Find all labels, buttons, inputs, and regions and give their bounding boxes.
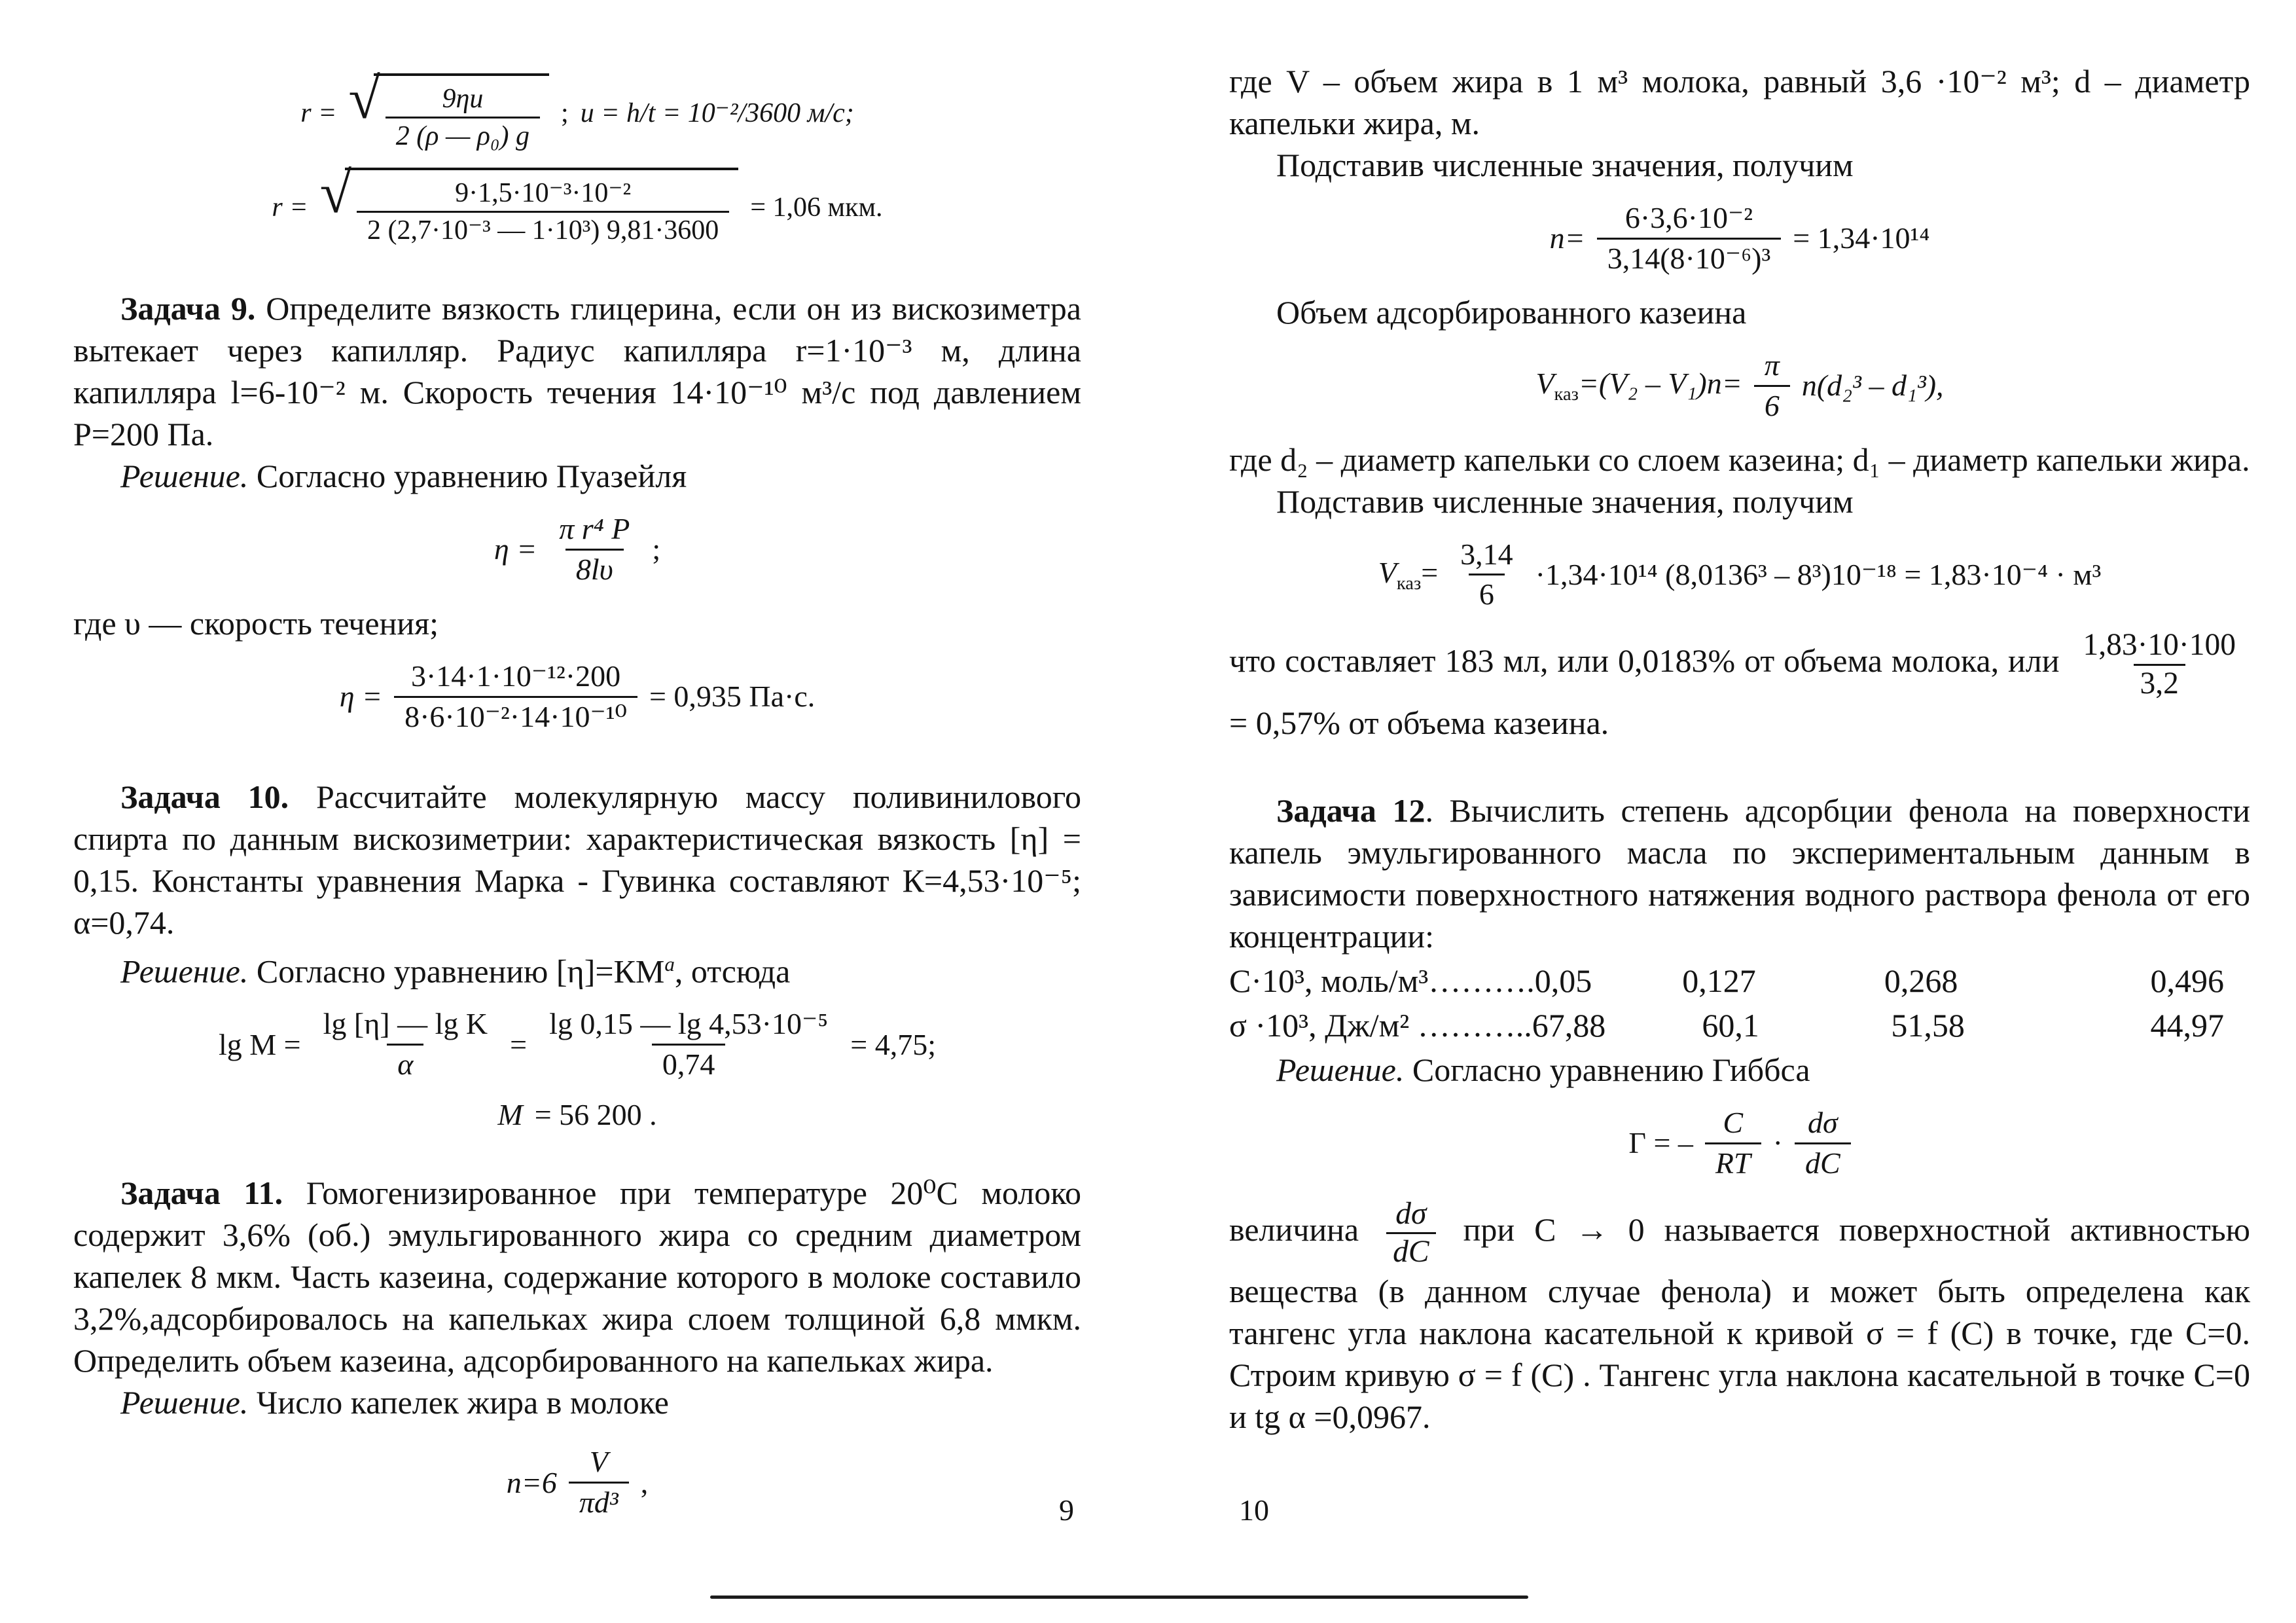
casein-volume-formula — [1229, 346, 2250, 426]
task-11-text: Гомогенизированное при температуре 20⁰С молоко содержит 3,6% (об.) эмульгированного жира со средним диаметром капелек 8 мкм. Часть казеина, содержание которого в молоке составило 3,2%,адсорбировалось на капельках жира слоем толщиной 6,8 ммкм. Определить объем казеина, адсорбированного на капельках жира. — [73, 1175, 1082, 1379]
fraction: $\frac{d\sigma}{dC}$ — [1795, 1104, 1851, 1183]
solution-text-tail: , отсюда — [674, 953, 791, 990]
formula-tail: = 0,935 Па·с. — [649, 680, 816, 714]
task-10-label: Задача 10. — [120, 778, 289, 815]
data-value: 0,05 — [1534, 962, 1592, 999]
solution-text: Согласно уравнению Пуазейля — [256, 458, 687, 495]
radical-sign-icon: √ — [348, 67, 380, 131]
task-11-solution-line — [73, 1381, 1081, 1423]
fraction: $\frac{\text{π r⁴ P}}{8l\upsilon}$ — [548, 510, 640, 589]
data-value: 60,1 — [1702, 1006, 1759, 1044]
v-kaz-term — [1535, 366, 1742, 406]
fraction: $\frac{9\eta u}{\text{2 (ρ — ρ₀) g}}$ — [386, 81, 540, 155]
formula-mid: =(V₂ – V₁)n= — [1578, 366, 1742, 400]
task-12-text: . Вычислить степень адсорбции фенола на поверхности капель эмульгированного масла по экспериментальным данным в зависимости поверхностного натяжения водного раствора фенола от его концентрации: — [1229, 792, 2250, 955]
formula-tail: = 1,06 мкм. — [750, 192, 883, 223]
radius-formula-symbolic — [73, 67, 1081, 155]
formula-lhs: r = — [272, 192, 308, 223]
page-10 — [1229, 0, 2250, 1438]
formula-lhs: lg M = — [219, 1027, 301, 1061]
result-value: = 56 200 . — [534, 1098, 657, 1132]
formula-tail: = 1,34·10¹⁴ — [1793, 221, 1930, 255]
droplet-count-formula — [73, 1443, 1081, 1522]
formula-tail: = 4,75; — [850, 1027, 936, 1061]
task-11-paragraph — [73, 1172, 1081, 1381]
task-12-label: Задача 12 — [1276, 792, 1426, 829]
data-value: 44,97 — [2150, 1006, 2225, 1044]
solution-label: Решение. — [120, 953, 249, 990]
sqrt-icon — [319, 160, 739, 249]
formula-tail: ; — [652, 532, 661, 566]
mark-houwink-formula — [73, 1005, 1081, 1084]
sqrt-icon — [348, 67, 549, 155]
surface-tension-data-row — [1229, 1004, 2250, 1046]
solution-text: Число капелек жира в молоке — [256, 1384, 670, 1421]
substitute-values-line-1: Подставив численные значения, получим — [1276, 147, 1854, 183]
formula-lhs: η = — [339, 680, 383, 714]
variable-v: V — [1535, 366, 1554, 400]
solution-text: Согласно уравнению [η]=КМ — [256, 953, 665, 990]
row-label-concentration: С·10³, моль/м³………. — [1229, 962, 1535, 999]
fraction: $\frac{\text{3·14·1·10⁻¹²·200}}{\text{8·6·10⁻²·14·10⁻¹⁰}}$ — [394, 657, 637, 737]
concentration-data-row — [1229, 960, 2250, 1002]
dot-operator: · — [1772, 1125, 1783, 1159]
formula-lhs: n= — [1549, 221, 1585, 255]
equals-sign: = — [1421, 555, 1439, 589]
formula-lhs: r = — [300, 98, 337, 129]
gibbs-equation — [1229, 1104, 2250, 1183]
fraction: $\frac{\text{6·3,6·10⁻²}}{\text{3,14(8·10⁻⁶)³}}$ — [1597, 199, 1782, 278]
v-kaz-term — [1378, 555, 1438, 595]
task-10-solution-line — [73, 943, 1081, 993]
radius-formula-numeric — [73, 160, 1081, 249]
row-label-surface-tension: σ ·10³, Дж/м² ……….. — [1229, 1006, 1532, 1044]
task-10-paragraph — [73, 776, 1081, 943]
surface-activity-paragraph — [1229, 1196, 2250, 1438]
activity-text-start: величина — [1229, 1211, 1359, 1248]
data-value: 51,58 — [1891, 1006, 1965, 1044]
molecular-mass-result — [73, 1097, 1081, 1133]
fraction: $\frac{\text{9·1,5·10⁻³·10⁻²}}{\text{2 (2,7·10⁻³ — 1·10³) 9,81·3600}}$ — [357, 175, 729, 249]
data-value: 67,88 — [1532, 1006, 1606, 1044]
subscript-kaz: каз — [1554, 384, 1579, 405]
task-12-solution-line — [1229, 1049, 2250, 1091]
page-number-9: 9 — [1059, 1493, 1074, 1527]
equals-sign: = — [510, 1027, 528, 1061]
casein-volume-heading: Объем адсорбированного казеина — [1276, 293, 1747, 331]
formula-separator: ; — [561, 98, 569, 129]
data-value: 0,127 — [1682, 962, 1756, 999]
activity-text-end: при С → 0 называется поверхностной активностью вещества (в данном случае фенола) и может быть определена как тангенс угла наклона касательной к кривой σ = f (С) в точке, где С=0. Строим кривую σ = f (С) . Тангенс угла наклона касательной в точке С=0 и tg α =0,0967. — [1229, 1211, 2251, 1435]
result-text-end: = 0,57% от объема казеина. — [1229, 704, 1609, 741]
formula-lhs: Γ = – — [1628, 1125, 1693, 1159]
viscosity-numeric-formula — [73, 657, 1081, 737]
fraction: $\frac{C}{RT}$ — [1705, 1104, 1761, 1183]
fraction: $\frac{\text{lg [η] — lg K}}{\alpha}$ — [313, 1005, 498, 1084]
solution-label: Решение. — [1276, 1051, 1405, 1088]
formula-lhs: n=6 — [506, 1465, 557, 1499]
variable-v: V — [1378, 555, 1397, 589]
substitute-values-line-2: Подставив численные значения, получим — [1276, 483, 1854, 520]
data-value: 0,496 — [2150, 962, 2224, 999]
radical-sign-icon: √ — [319, 160, 352, 225]
task-12-paragraph — [1229, 790, 2250, 957]
inline-fraction: $\frac{d\sigma}{dC}$ — [1386, 1196, 1435, 1270]
formula-tail: n(d₂³ – d₁³), — [1801, 369, 1944, 403]
where-velocity-note: где υ — скорость течения; — [73, 604, 439, 642]
result-text-start: что составляет 183 мл, или 0,0183% от объема молока, или — [1229, 642, 2060, 680]
task-10-text: Рассчитайте молекулярную массу поливинилового спирта по данным вискозиметрии: характеристическая вязкость [η] = 0,15. Константы уравнения Марка - Гувинка составляют К=4,53·10⁻⁵; α=0,74. — [73, 778, 1081, 941]
fraction: $\frac{\pi}{6}$ — [1754, 346, 1790, 426]
fraction: $\frac{3,14}{6}$ — [1450, 536, 1524, 615]
result-variable: M — [497, 1098, 523, 1132]
solution-text: Согласно уравнению Гиббса — [1412, 1051, 1810, 1088]
droplet-count-numeric-formula — [1229, 199, 2250, 278]
diameter-definition-note: где d₂ – диаметр капельки со слоем казеина; d₁ – диаметр капельки жира. — [1229, 441, 2250, 478]
fraction: $\frac{V}{\text{πd³}}$ — [569, 1443, 629, 1522]
page-9 — [73, 0, 1081, 1535]
solution-label: Решение. — [120, 1384, 249, 1421]
data-value: 0,268 — [1884, 962, 1958, 999]
formula-tail: , — [640, 1465, 649, 1499]
page-number-10: 10 — [1239, 1493, 1269, 1527]
formula-lhs: η = — [493, 532, 537, 566]
fat-volume-note: где V – объем жира в 1 м³ молока, равный 3,6 ·10⁻² м³; d – диаметр капельки жира, м. — [1229, 63, 2250, 141]
inline-fraction: $\frac{1,83\cdot 10\cdot 100}{3,2}$ — [2076, 627, 2242, 701]
exponent-a: а — [664, 952, 675, 976]
task-9-paragraph — [73, 287, 1081, 455]
fraction: $\frac{\text{lg 0,15 — lg 4,53·10⁻⁵}}{0,74}$ — [539, 1005, 838, 1084]
scan-artifact-line — [710, 1596, 1528, 1599]
formula-tail: ·1,34·10¹⁴ (8,0136³ – 8³)10⁻¹⁸ = 1,83·10⁻⁴ · м³ — [1535, 557, 2102, 591]
solution-label: Решение. — [120, 458, 249, 495]
result-percentage-paragraph — [1229, 627, 2250, 743]
task-9-label: Задача 9. — [120, 290, 256, 327]
poiseuille-formula — [73, 510, 1081, 589]
task-9-text: Определите вязкость глицерина, если он из вискозиметра вытекает через капилляр. Радиус капилляра r=1·10⁻³ м, длина капилляра l=6-10⁻² м. Скорость течения 14·10⁻¹⁰ м³/с под давлением Р=200 Па. — [73, 290, 1082, 453]
formula-tail: u = h/t = 10⁻²/3600 м/с; — [580, 98, 854, 129]
task-9-solution-line — [73, 455, 1081, 497]
subscript-kaz: каз — [1396, 573, 1422, 594]
casein-volume-numeric-formula — [1229, 536, 2250, 615]
task-11-label: Задача 11. — [120, 1175, 283, 1212]
